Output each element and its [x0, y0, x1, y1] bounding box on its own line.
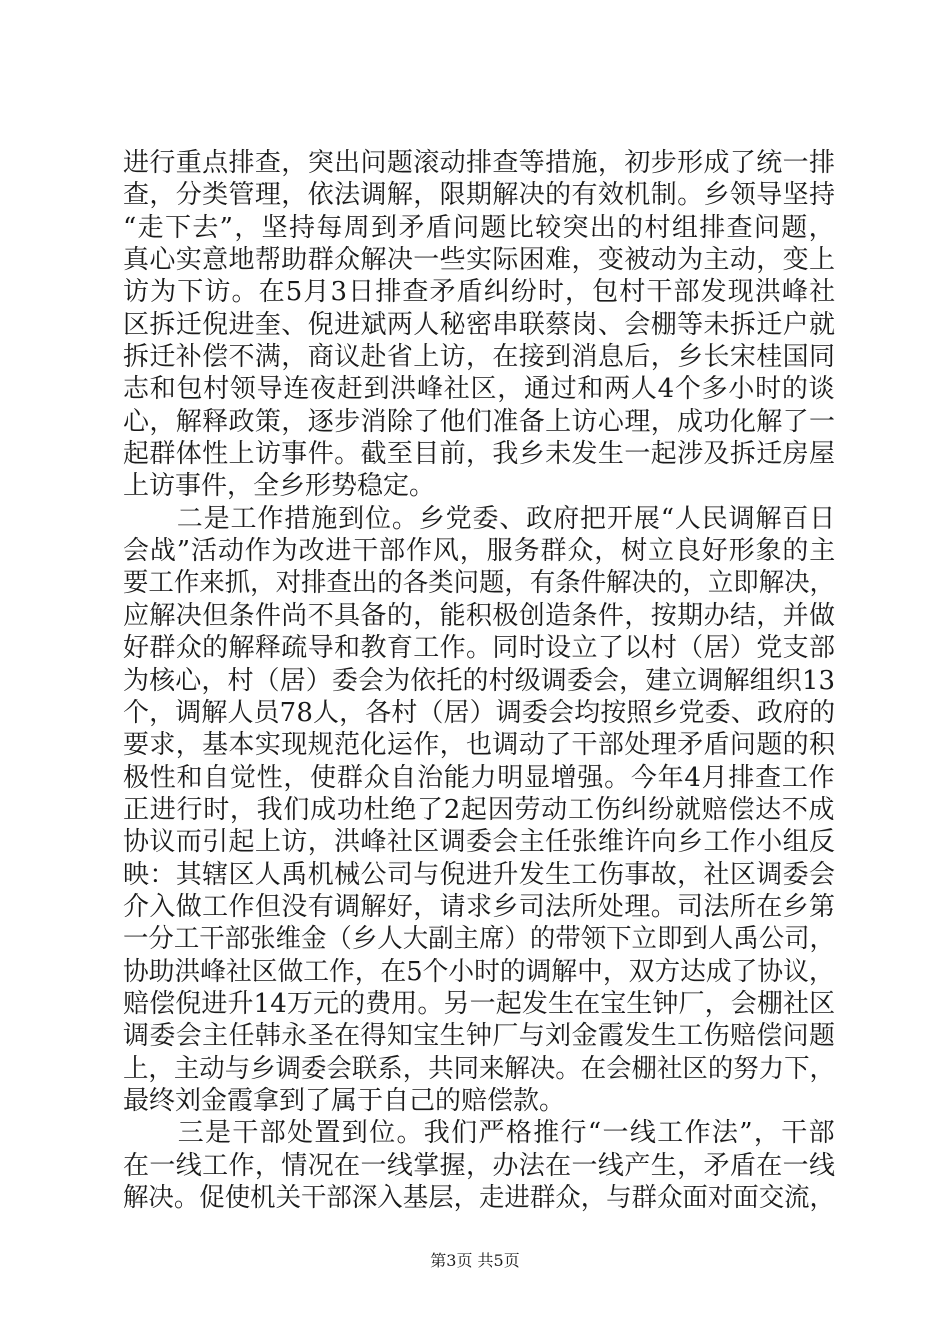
- text-line: 应解决但条件尚不具备的，能积极创造条件，按期办结，并做: [123, 600, 836, 631]
- document-body: [123, 147, 835, 1214]
- text-line: 在一线工作，情况在一线掌握，办法在一线产生，矛盾在一线: [123, 1150, 836, 1181]
- text-line: 要求，基本实现规范化运作，也调动了干部处理矛盾问题的积: [123, 730, 836, 761]
- text-line: 拆迁补偿不满，商议赴省上访，在接到消息后，乡长宋桂国同: [123, 342, 836, 373]
- text-line: 映：其辖区人禹机械公司与倪进升发生工伤事故，社区调委会: [123, 859, 836, 890]
- text-line: 协助洪峰社区做工作，在5个小时的调解中，双方达成了协议，: [123, 956, 835, 987]
- text-line: 查，分类管理，依法调解，限期解决的有效机制。乡领导坚持: [123, 180, 836, 211]
- text-line: 志和包村领导连夜赶到洪峰社区，通过和两人4个多小时的谈: [123, 374, 836, 405]
- text-line: 要工作来抓，对排查出的各类问题，有条件解决的，立即解决，: [123, 568, 835, 599]
- text-line: 协议而引起上访，洪峰社区调委会主任张维许向乡工作小组反: [123, 827, 836, 858]
- text-line: 调委会主任韩永圣在得知宝生钟厂与刘金霞发生工伤赔偿问题: [123, 1021, 836, 1052]
- text-line: 上访事件，全乡形势稳定。: [123, 471, 436, 502]
- text-line: 正进行时，我们成功杜绝了2起因劳动工伤纠纷就赔偿达不成: [123, 794, 836, 825]
- text-line: “走下去”，坚持每周到矛盾问题比较突出的村组排查问题，: [123, 212, 836, 243]
- text-line: 进行重点排查，突出问题滚动排查等措施，初步形成了统一排: [123, 148, 836, 178]
- text-line: 个，调解人员78人，各村（居）调委会均按照乡党委、政府的: [123, 697, 836, 728]
- text-line: 区拆迁倪进奎、倪进斌两人秘密串联蔡岗、会棚等未拆迁户就: [123, 309, 836, 340]
- text-line: 二是工作措施到位。乡党委、政府把开展“人民调解百日: [123, 503, 837, 534]
- text-line: 上，主动与乡调委会联系，共同来解决。在会棚社区的努力下，: [123, 1053, 835, 1084]
- text-line: 访为下访。在5月3日排查矛盾纠纷时，包村干部发现洪峰社: [123, 277, 837, 308]
- text-line: 会战”活动作为改进干部作风，服务群众，树立良好形象的主: [123, 536, 837, 567]
- page-footer: 第3页 共5页: [430, 1251, 520, 1270]
- text-line: 三是干部处置到位。我们严格推行“一线工作法”，干部: [123, 1118, 836, 1149]
- text-line: 一分工干部张维金（乡人大副主席）的带领下立即到人禹公司，: [123, 924, 835, 955]
- text-line: 起群体性上访事件。截至目前，我乡未发生一起涉及拆迁房屋: [123, 439, 836, 470]
- text-line: 真心实意地帮助群众解决一些实际困难，变被动为主动，变上: [123, 245, 836, 276]
- text-line: 心，解释政策，逐步消除了他们准备上访心理，成功化解了一: [123, 406, 836, 437]
- text-line: 好群众的解释疏导和教育工作。同时设立了以村（居）党支部: [123, 633, 836, 664]
- text-line: 为核心，村（居）委会为依托的村级调委会，建立调解组织13: [123, 665, 836, 696]
- text-line: 赔偿倪进升14万元的费用。另一起发生在宝生钟厂，会棚社区: [123, 988, 836, 1019]
- text-line: 解决。促使机关干部深入基层，走进群众，与群众面对面交流，: [123, 1183, 835, 1213]
- text-line: 最终刘金霞拿到了属于自己的赔偿款。: [123, 1085, 566, 1116]
- text-line: 介入做工作但没有调解好，请求乡司法所处理。司法所在乡第: [123, 891, 836, 922]
- text-line: 极性和自觉性，使群众自治能力明显增强。今年4月排查工作: [123, 762, 836, 793]
